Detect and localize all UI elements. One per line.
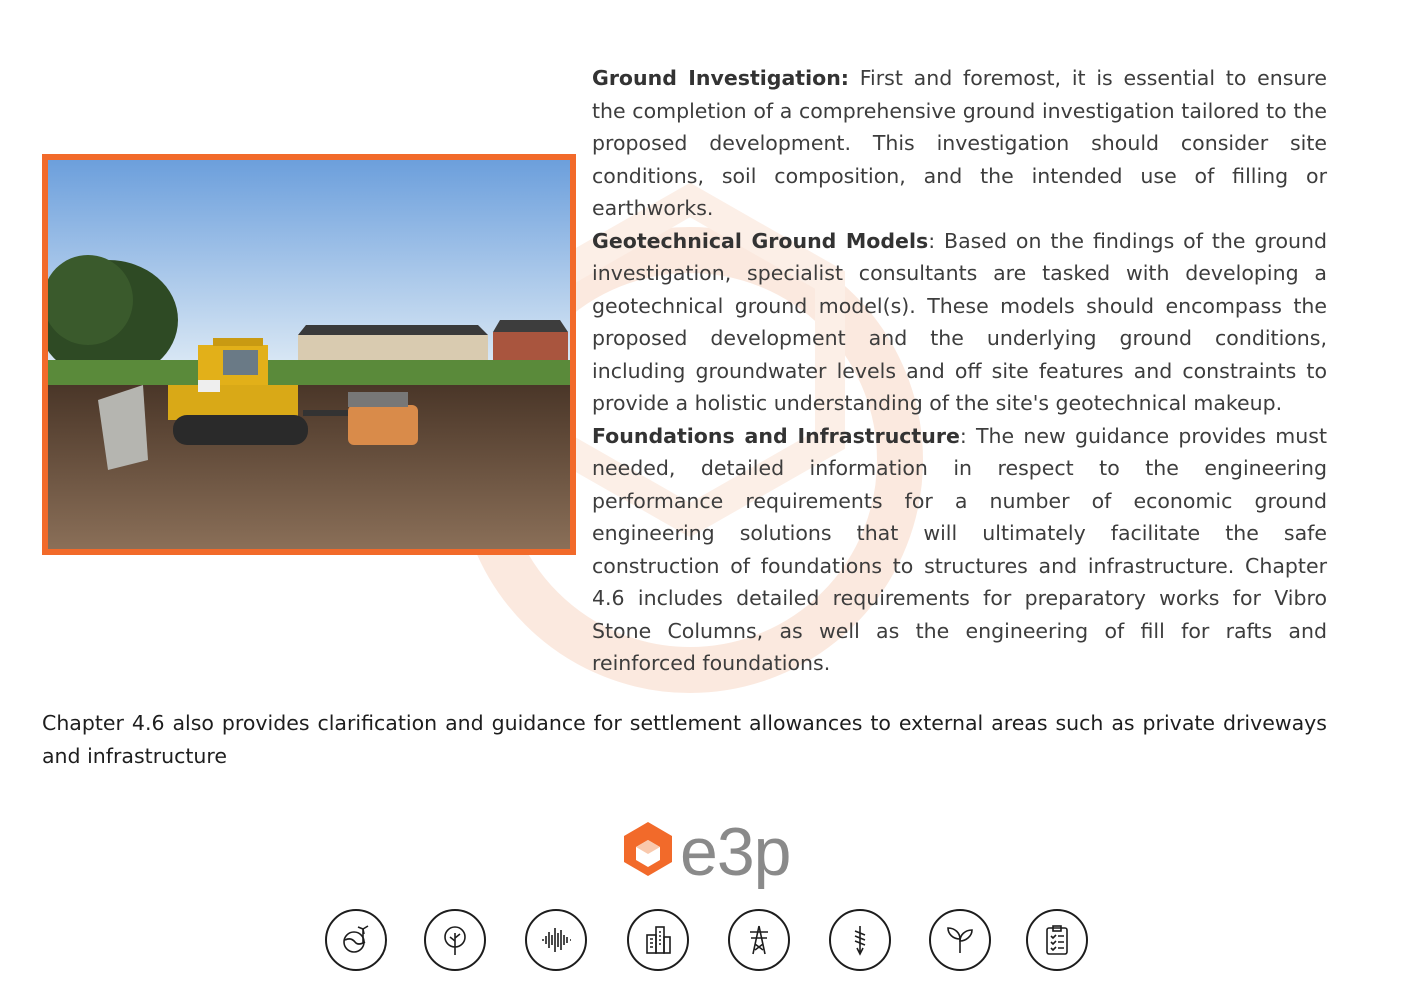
heading-ground-investigation: Ground Investigation: [592,66,849,90]
service-icons-row [325,909,1095,975]
text-ground-investigation: First and foremost, it is essential to ensure the completion of a comprehensive ground investigation tailored to the proposed development. This investigation should consider site conditions, soil composition, and the intended use of filling or earthworks. [592,66,1327,220]
sound-wave-icon [525,909,587,971]
globe-wind-turbine-icon [325,909,387,971]
pylon-icon [728,909,790,971]
e3p-logo [624,814,814,898]
buildings-icon [627,909,689,971]
site-photo [42,154,576,555]
logo-cube-icon [624,822,672,876]
logo-wordmark: e3p [680,814,791,890]
paragraph-ground-models [592,225,1327,420]
clipboard-icon [1026,909,1088,971]
text-foundations: : The new guidance provides must needed, detailed information in respect to the engineering performance requirements for a number of economic ground engineering solutions that will ultimately facilitate the safe construction of foundations to structures and infrastructure. Chapter 4.6 includes detailed requirements for preparatory works for Vibro Stone Columns, as well as the engineering of fill for rafts and reinforced foundations. [592,423,1327,675]
summary-text: Chapter 4.6 also provides clarification and guidance for settlement allowances to external areas such as private driveways and infrastructure [42,711,1327,768]
text-ground-models: : Based on the findings of the ground investigation, specialist consultants are tasked with developing a geotechnical ground model(s). These models should encompass the proposed development and the underlying ground conditions, including groundwater levels and off site features and constraints to provide a holistic understanding of the site's geotechnical makeup. [592,228,1327,415]
paragraph-foundations [592,420,1327,680]
paragraph-ground-investigation [592,62,1327,225]
pile-icon [829,909,891,971]
body-text [592,62,1327,680]
heading-ground-models: Geotechnical Ground Models [592,228,929,253]
tree-icon [424,909,486,971]
heading-foundations: Foundations and Infrastructure [592,423,960,448]
sprout-icon [929,909,991,971]
